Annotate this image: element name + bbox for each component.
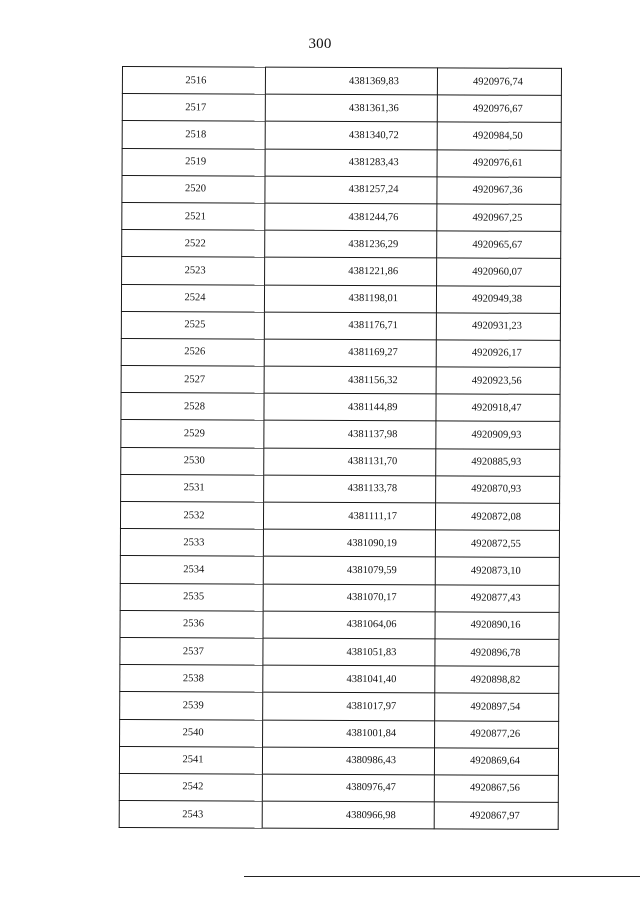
y-coordinate-cell: 4920976,67 <box>437 95 561 123</box>
x-coordinate-cell: 4380976,47 <box>262 774 434 802</box>
y-coordinate-cell: 4920877,26 <box>435 720 559 748</box>
table-row <box>119 746 558 775</box>
x-coordinate-cell: 4381017,97 <box>263 692 435 720</box>
x-coordinate-cell: 4381176,71 <box>264 312 436 340</box>
point-number-cell: 2534 <box>120 556 263 584</box>
x-coordinate-cell: 4381051,83 <box>263 638 435 666</box>
point-number-cell: 2520 <box>122 175 265 203</box>
point-number-cell: 2518 <box>122 121 265 149</box>
y-coordinate-cell: 4920967,36 <box>437 177 561 205</box>
table-row <box>122 148 561 177</box>
y-coordinate-cell: 4920890,16 <box>435 612 559 640</box>
point-number-cell: 2531 <box>121 474 264 502</box>
table-row <box>121 420 560 449</box>
y-coordinate-cell: 4920898,82 <box>435 666 559 694</box>
x-coordinate-cell: 4381131,70 <box>264 448 436 476</box>
table-row <box>120 501 559 530</box>
x-coordinate-cell: 4381079,59 <box>263 556 435 584</box>
x-coordinate-cell: 4381198,01 <box>264 285 436 313</box>
coordinates-table <box>119 66 562 830</box>
point-number-cell: 2528 <box>121 393 264 421</box>
x-coordinate-cell: 4381137,98 <box>264 421 436 449</box>
point-number-cell: 2523 <box>122 257 265 285</box>
x-coordinate-cell: 4381156,32 <box>264 366 436 394</box>
table-row <box>120 583 559 612</box>
table-row <box>120 665 559 694</box>
x-coordinate-cell: 4381070,17 <box>263 584 435 612</box>
x-coordinate-cell: 4381144,89 <box>264 393 436 421</box>
point-number-cell: 2522 <box>122 230 265 258</box>
point-number-cell: 2525 <box>121 311 264 339</box>
table-row <box>119 801 558 830</box>
point-number-cell: 2526 <box>121 338 264 366</box>
x-coordinate-cell: 4381090,19 <box>263 529 435 557</box>
table-row <box>120 692 559 721</box>
y-coordinate-cell: 4920960,07 <box>437 258 561 286</box>
y-coordinate-cell: 4920926,17 <box>436 340 560 368</box>
y-coordinate-cell: 4920897,54 <box>435 693 559 721</box>
x-coordinate-cell: 4381257,24 <box>265 176 437 204</box>
y-coordinate-cell: 4920984,50 <box>437 122 561 150</box>
x-coordinate-cell: 4380966,98 <box>262 801 434 829</box>
y-coordinate-cell: 4920918,47 <box>436 394 560 422</box>
x-coordinate-cell: 4381064,06 <box>263 611 435 639</box>
x-coordinate-cell: 4381133,78 <box>264 475 436 503</box>
x-coordinate-cell: 4380986,43 <box>262 747 434 775</box>
point-number-cell: 2529 <box>121 420 264 448</box>
x-coordinate-cell: 4381169,27 <box>264 339 436 367</box>
table-row <box>121 366 560 395</box>
x-coordinate-cell: 4381111,17 <box>263 502 435 530</box>
table-row <box>119 773 558 802</box>
y-coordinate-cell: 4920909,93 <box>436 421 560 449</box>
point-number-cell: 2516 <box>122 67 265 95</box>
y-coordinate-cell: 4920976,61 <box>437 149 561 177</box>
point-number-cell: 2542 <box>119 773 262 801</box>
table-row <box>121 393 560 422</box>
table-row <box>122 257 561 286</box>
x-coordinate-cell: 4381221,86 <box>265 257 437 285</box>
table-row <box>121 447 560 476</box>
table-row <box>120 637 559 666</box>
point-number-cell: 2524 <box>121 284 264 312</box>
table-row <box>120 556 559 585</box>
y-coordinate-cell: 4920896,78 <box>435 639 559 667</box>
table-row <box>121 311 560 340</box>
y-coordinate-cell: 4920923,56 <box>436 367 560 395</box>
x-coordinate-cell: 4381369,83 <box>265 67 437 95</box>
y-coordinate-cell: 4920976,74 <box>437 68 561 96</box>
coordinates-table-body <box>119 67 561 830</box>
point-number-cell: 2519 <box>122 148 265 176</box>
table-row <box>122 94 561 123</box>
y-coordinate-cell: 4920967,25 <box>437 204 561 232</box>
point-number-cell: 2535 <box>120 583 263 611</box>
y-coordinate-cell: 4920873,10 <box>435 557 559 585</box>
table-row <box>121 338 560 367</box>
y-coordinate-cell: 4920867,97 <box>434 802 558 830</box>
table-row <box>122 202 561 231</box>
point-number-cell: 2539 <box>120 692 263 720</box>
point-number-cell: 2532 <box>120 501 263 529</box>
y-coordinate-cell: 4920931,23 <box>436 313 560 341</box>
x-coordinate-cell: 4381041,40 <box>263 665 435 693</box>
point-number-cell: 2538 <box>120 665 263 693</box>
page-number: 300 <box>308 36 332 52</box>
footer-divider <box>244 876 640 877</box>
y-coordinate-cell: 4920949,38 <box>436 285 560 313</box>
y-coordinate-cell: 4920872,55 <box>435 530 559 558</box>
x-coordinate-cell: 4381236,29 <box>265 230 437 258</box>
table-row <box>122 121 561 150</box>
point-number-cell: 2543 <box>119 801 262 829</box>
table-row <box>120 610 559 639</box>
point-number-cell: 2541 <box>119 746 262 774</box>
y-coordinate-cell: 4920872,08 <box>435 503 559 531</box>
x-coordinate-cell: 4381244,76 <box>265 203 437 231</box>
point-number-cell: 2537 <box>120 637 263 665</box>
y-coordinate-cell: 4920965,67 <box>437 231 561 259</box>
point-number-cell: 2540 <box>120 719 263 747</box>
table-row <box>120 529 559 558</box>
x-coordinate-cell: 4381340,72 <box>265 122 437 150</box>
y-coordinate-cell: 4920867,56 <box>434 775 558 803</box>
point-number-cell: 2536 <box>120 610 263 638</box>
table-row <box>121 474 560 503</box>
y-coordinate-cell: 4920870,93 <box>436 476 560 504</box>
point-number-cell: 2527 <box>121 366 264 394</box>
point-number-cell: 2530 <box>121 447 264 475</box>
table-row <box>122 230 561 259</box>
point-number-cell: 2517 <box>122 94 265 122</box>
table-row <box>122 67 561 96</box>
point-number-cell: 2533 <box>120 529 263 557</box>
x-coordinate-cell: 4381361,36 <box>265 94 437 122</box>
table-row <box>120 719 559 748</box>
y-coordinate-cell: 4920885,93 <box>436 448 560 476</box>
table-row <box>121 284 560 313</box>
point-number-cell: 2521 <box>122 202 265 230</box>
y-coordinate-cell: 4920877,43 <box>435 584 559 612</box>
table-row <box>122 175 561 204</box>
x-coordinate-cell: 4381001,84 <box>263 720 435 748</box>
x-coordinate-cell: 4381283,43 <box>265 149 437 177</box>
y-coordinate-cell: 4920869,64 <box>434 748 558 776</box>
